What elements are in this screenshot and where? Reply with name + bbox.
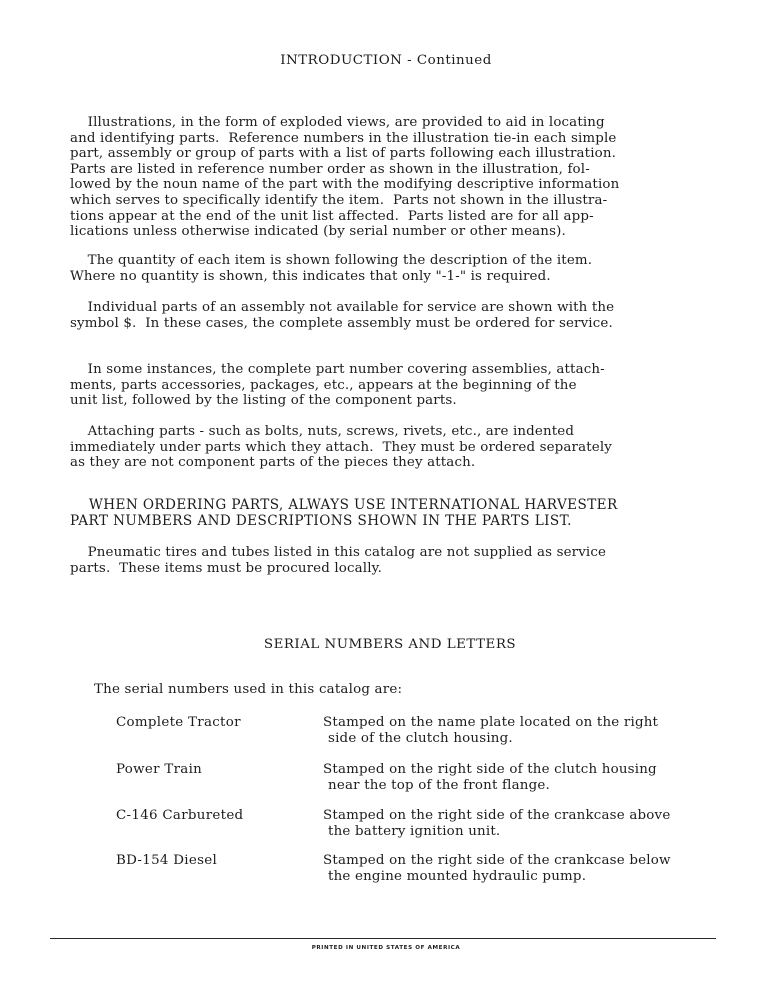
- text-line: lications unless otherwise indicated (by serial number or other means).: [70, 224, 566, 240]
- paragraph-part-numbers: [70, 362, 692, 409]
- text-line: PART NUMBERS AND DESCRIPTIONS SHOWN IN THE PARTS LIST.: [70, 512, 572, 529]
- text-line: Pneumatic tires and tubes listed in this catalog are not supplied as service: [70, 545, 607, 560]
- text-line: Stamped on the right side of the crankcase below: [323, 853, 671, 868]
- serial-label: Complete Tractor: [116, 715, 241, 730]
- paragraph-ordering-notice: [70, 498, 692, 529]
- text-line: side of the clutch housing.: [328, 730, 513, 746]
- serial-label: C-146 Carbureted: [116, 808, 244, 823]
- serial-label: Power Train: [116, 762, 203, 777]
- paragraph-attaching-parts: [70, 424, 692, 471]
- serial-intro-text: The serial numbers used in this catalog are:: [94, 682, 403, 697]
- text-line: WHEN ORDERING PARTS, ALWAYS USE INTERNATIONAL HARVESTER: [70, 497, 618, 513]
- paragraph-individual-parts: [70, 300, 692, 331]
- text-line: Parts are listed in reference number order as shown in the illustration, fol-: [70, 161, 590, 177]
- page-title: INTRODUCTION - Continued: [280, 53, 492, 68]
- text-line: which serves to specifically identify the item. Parts not shown in the illustra-: [70, 192, 608, 208]
- text-line: ments, parts accessories, packages, etc., appears at the beginning of the: [70, 377, 577, 393]
- text-line: Illustrations, in the form of exploded views, are provided to aid in locating: [70, 115, 605, 130]
- text-line: tions appear at the end of the unit list affected. Parts listed are for all app-: [70, 208, 594, 224]
- footer-printed-notice: PRINTED IN UNITED STATES OF AMERICA: [311, 945, 461, 951]
- section-title-serial-numbers: SERIAL NUMBERS AND LETTERS: [263, 637, 517, 652]
- text-line: near the top of the front flange.: [328, 777, 550, 793]
- serial-label: BD-154 Diesel: [116, 853, 218, 868]
- paragraph-quantity: [70, 253, 692, 284]
- text-line: Individual parts of an assembly not available for service are shown with the: [70, 300, 615, 315]
- paragraph-tires: [70, 545, 692, 576]
- text-line: as they are not component parts of the pieces they attach.: [70, 455, 476, 471]
- text-line: The quantity of each item is shown following the description of the item.: [70, 253, 593, 268]
- text-line: part, assembly or group of parts with a list of parts following each illustration.: [70, 146, 617, 162]
- serial-description: [323, 808, 670, 839]
- text-line: In some instances, the complete part number covering assemblies, attach-: [70, 362, 605, 377]
- serial-description: [323, 715, 658, 746]
- text-line: Attaching parts - such as bolts, nuts, screws, rivets, etc., are indented: [70, 424, 575, 439]
- text-line: parts. These items must be procured locally.: [70, 560, 383, 576]
- text-line: Stamped on the name plate located on the right: [323, 715, 659, 730]
- footer-divider: [50, 938, 716, 939]
- text-line: Where no quantity is shown, this indicates that only "-1-" is required.: [70, 268, 551, 284]
- text-line: lowed by the noun name of the part with the modifying descriptive information: [70, 177, 620, 193]
- serial-description: [323, 853, 671, 884]
- text-line: immediately under parts which they attach. They must be ordered separately: [70, 439, 612, 455]
- text-line: symbol $. In these cases, the complete assembly must be ordered for service.: [70, 315, 613, 331]
- text-line: unit list, followed by the listing of the component parts.: [70, 393, 457, 409]
- text-line: the engine mounted hydraulic pump.: [328, 868, 587, 884]
- text-line: Stamped on the right side of the crankcase above: [323, 808, 671, 823]
- serial-description: [323, 762, 657, 793]
- text-line: and identifying parts. Reference numbers in the illustration tie-in each simple: [70, 130, 617, 146]
- text-line: Stamped on the right side of the clutch housing: [323, 762, 657, 777]
- text-line: the battery ignition unit.: [328, 823, 501, 839]
- paragraph-illustrations: [70, 115, 692, 240]
